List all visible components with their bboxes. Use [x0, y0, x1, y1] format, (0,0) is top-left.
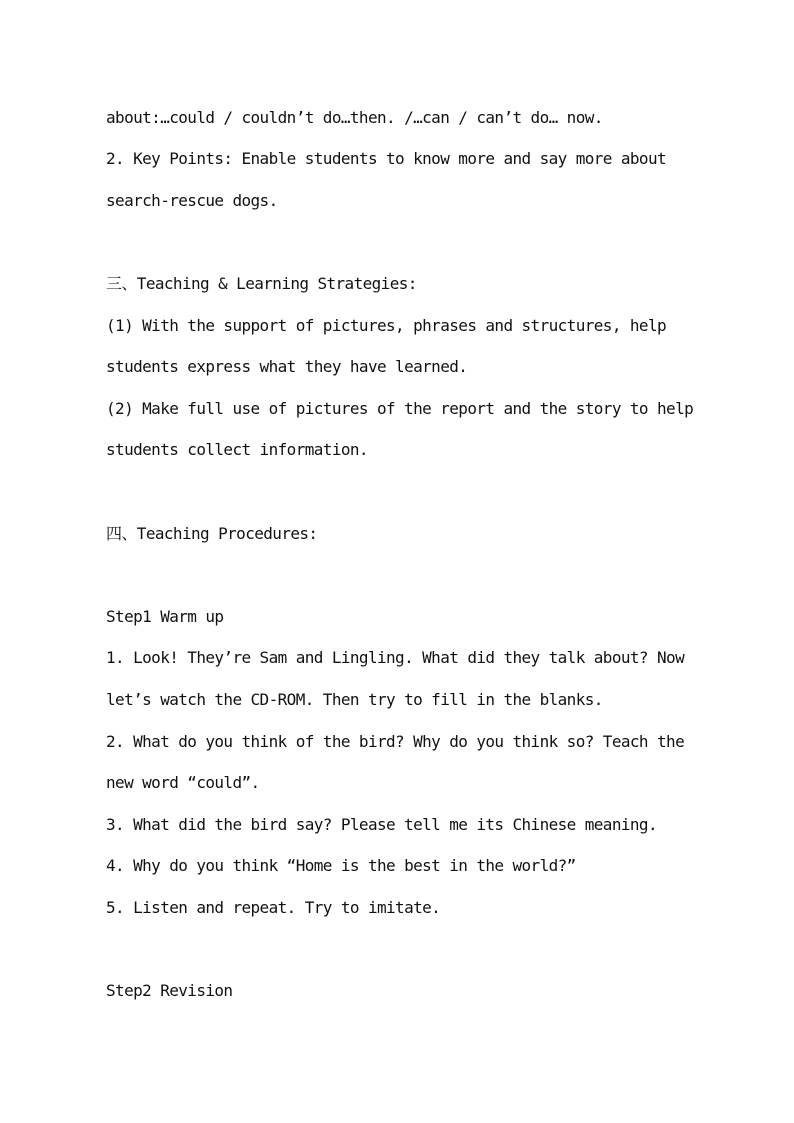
step1-item-1-continued: let’s watch the CD-ROM. Then try to fill in the blanks.: [106, 690, 603, 709]
strategy-item-2: (2) Make full use of pictures of the report and the story to help: [106, 399, 694, 418]
objective-continuation-line: about:…could / couldn’t do…then. /…can / can’t do… now.: [106, 108, 603, 127]
step1-item-4: 4. Why do you think “Home is the best in the world?”: [106, 856, 576, 875]
strategy-item-1: (1) With the support of pictures, phrases and structures, help: [106, 316, 667, 335]
key-points-line: 2. Key Points: Enable students to know more and say more about: [106, 149, 667, 168]
strategy-item-1-continued: students express what they have learned.: [106, 357, 468, 376]
step1-item-1: 1. Look! They’re Sam and Lingling. What did they talk about? Now: [106, 648, 685, 667]
key-points-line-continued: search-rescue dogs.: [106, 191, 278, 210]
strategies-heading: 三、Teaching & Learning Strategies:: [106, 274, 417, 293]
strategy-item-2-continued: students collect information.: [106, 440, 368, 459]
step1-item-3: 3. What did the bird say? Please tell me its Chinese meaning.: [106, 815, 658, 834]
step1-item-2: 2. What do you think of the bird? Why do you think so? Teach the: [106, 732, 685, 751]
step2-title: Step2 Revision: [106, 981, 233, 1000]
procedures-heading: 四、Teaching Procedures:: [106, 524, 318, 543]
step1-item-2-continued: new word “could”.: [106, 773, 260, 792]
step1-item-5: 5. Listen and repeat. Try to imitate.: [106, 898, 441, 917]
step1-title: Step1 Warm up: [106, 607, 224, 626]
